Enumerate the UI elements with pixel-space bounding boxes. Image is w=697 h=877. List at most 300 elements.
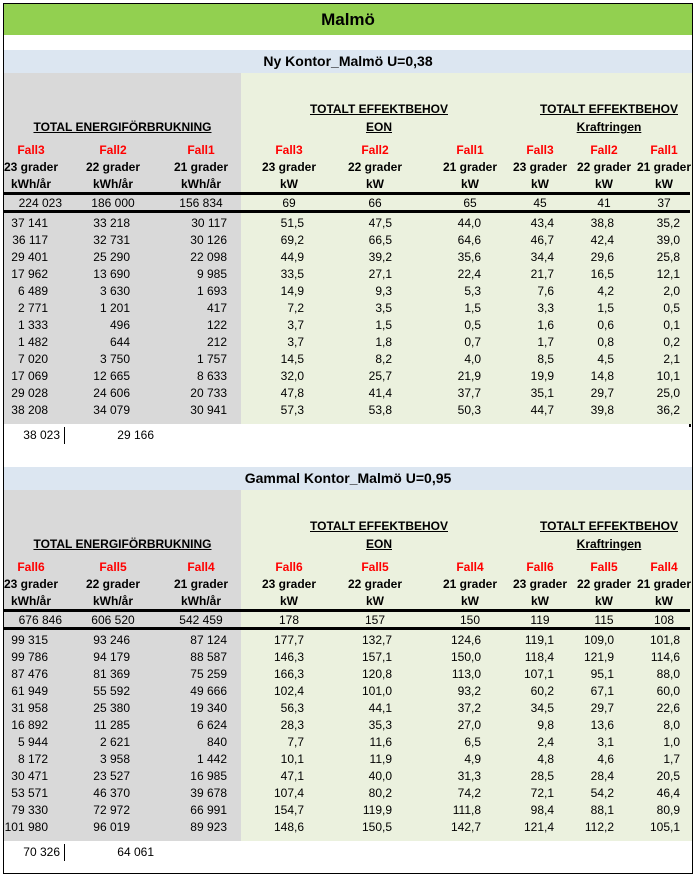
temperature-label: 22 grader: [347, 577, 403, 591]
table-cell: 2 621: [99, 735, 130, 749]
unit-label: kWh/år: [10, 594, 51, 608]
table-cell: 22,6: [656, 701, 680, 715]
case-label: Fall2: [99, 143, 127, 157]
table-cell: 17 069: [11, 369, 48, 383]
table-cell: 840: [206, 735, 227, 749]
table-cell: 99 315: [11, 633, 48, 647]
table-cell: 7 020: [17, 352, 48, 366]
case-label: Fall4: [650, 560, 678, 574]
unit-label: kW: [366, 177, 384, 191]
table-cell: 53,8: [368, 403, 392, 417]
table-cell: 8,5: [537, 352, 554, 366]
table-cell: 38,8: [590, 216, 614, 230]
table-cell: 107,1: [523, 667, 554, 681]
table-cell: 1,6: [537, 318, 554, 332]
totals-cell: 224 023: [18, 196, 62, 210]
table-cell: 11 285: [94, 718, 130, 732]
table-cell: 16 892: [11, 718, 48, 732]
table-cell: 7,7: [287, 735, 304, 749]
totals-cell: 66: [368, 196, 382, 210]
case-label: Fall1: [650, 143, 678, 157]
table-cell: 3 630: [99, 284, 130, 298]
table-cell: 60,0: [656, 684, 680, 698]
table-cell: 157,1: [361, 650, 392, 664]
table-cell: 20,5: [656, 769, 680, 783]
table-cell: 41,4: [368, 386, 392, 400]
table-cell: 31 958: [11, 701, 48, 715]
table-cell: 30 471: [11, 769, 48, 783]
table-cell: 148,6: [273, 820, 304, 834]
unit-label: kWh/år: [180, 177, 221, 191]
table-cell: 28,5: [530, 769, 554, 783]
temperature-label: 23 grader: [512, 577, 568, 591]
case-label: Fall3: [275, 143, 303, 157]
case-label: Fall2: [590, 143, 618, 157]
table-cell: 28,4: [590, 769, 614, 783]
table-cell: 14,8: [590, 369, 614, 383]
temperature-label: 21 grader: [636, 160, 692, 174]
table-cell: 25 380: [93, 701, 130, 715]
table-cell: 29,7: [590, 701, 614, 715]
table-cell: 6,5: [464, 735, 481, 749]
case-label: Fall5: [361, 560, 389, 574]
table-cell: 114,6: [650, 650, 680, 664]
table-cell: 25,8: [656, 250, 680, 264]
temperature-label: 23 grader: [512, 160, 568, 174]
table-cell: 93,2: [457, 684, 481, 698]
table-cell: 42,4: [590, 233, 614, 247]
table-cell: 7,2: [287, 301, 304, 315]
table-cell: 0,6: [597, 318, 614, 332]
totals-cell: 676 846: [18, 613, 62, 627]
page-title: Malmö: [4, 4, 692, 35]
table-cell: 35,3: [368, 718, 392, 732]
table-cell: 146,3: [273, 650, 304, 664]
group-header-effect-eon: TOTALT EFFEKTBEHOV: [310, 519, 448, 533]
table-cell: 5 944: [17, 735, 48, 749]
group-header-eon: EON: [365, 120, 392, 134]
totals-cell: 178: [278, 613, 300, 627]
table-cell: 0,1: [663, 318, 680, 332]
difference-value: 64 061: [117, 845, 154, 859]
table-cell: 55 592: [93, 684, 130, 698]
case-label: Fall3: [526, 143, 554, 157]
table-cell: 30 126: [190, 233, 227, 247]
table-cell: 102,4: [273, 684, 304, 698]
section-1: [4, 47, 692, 447]
totals-cell: 69: [282, 196, 296, 210]
table-cell: 28,3: [280, 718, 304, 732]
table-cell: 87 476: [11, 667, 48, 681]
case-label: Fall4: [187, 560, 215, 574]
table-cell: 1,8: [375, 335, 392, 349]
table-cell: 66 991: [190, 803, 227, 817]
totals-cell: 119: [530, 613, 550, 627]
table-cell: 46,4: [656, 786, 680, 800]
temperature-label: 22 grader: [85, 577, 141, 591]
table-cell: 35,2: [656, 216, 680, 230]
table-cell: 19 340: [190, 701, 227, 715]
table-cell: 0,7: [464, 335, 481, 349]
unit-label: kW: [280, 594, 298, 608]
table-cell: 0,5: [663, 301, 680, 315]
unit-label: kW: [655, 177, 673, 191]
unit-label: kW: [531, 594, 549, 608]
table-cell: 3 958: [99, 752, 130, 766]
totals-cell: 186 000: [91, 196, 135, 210]
table-cell: 72 972: [93, 803, 130, 817]
table-cell: 24 606: [93, 386, 130, 400]
table-cell: 80,9: [656, 803, 680, 817]
totals-cell: 157: [364, 613, 386, 627]
table-cell: 75 259: [190, 667, 227, 681]
table-cell: 9,8: [537, 718, 554, 732]
table-cell: 23 527: [93, 769, 130, 783]
table-cell: 39,8: [590, 403, 614, 417]
table-cell: 25 290: [93, 250, 130, 264]
case-label: Fall5: [590, 560, 618, 574]
table-cell: 1 333: [17, 318, 48, 332]
difference-value: 29 166: [117, 428, 154, 442]
table-cell: 109,0: [583, 633, 614, 647]
table-cell: 56,3: [280, 701, 304, 715]
table-cell: 44,7: [530, 403, 554, 417]
table-cell: 38 208: [11, 403, 48, 417]
table-cell: 1,5: [375, 318, 392, 332]
table-cell: 154,7: [273, 803, 304, 817]
unit-label: kW: [366, 594, 384, 608]
table-cell: 36 117: [12, 233, 48, 247]
table-cell: 2 771: [17, 301, 48, 315]
table-cell: 4,5: [597, 352, 614, 366]
table-cell: 4,2: [597, 284, 614, 298]
table-cell: 1,5: [597, 301, 614, 315]
table-cell: 44,1: [368, 701, 392, 715]
unit-label: kW: [461, 177, 479, 191]
table-cell: 46 370: [93, 786, 130, 800]
table-cell: 13 690: [93, 267, 130, 281]
table-cell: 16 985: [190, 769, 227, 783]
table-cell: 9 985: [196, 267, 227, 281]
table-cell: 8 172: [17, 752, 48, 766]
table-cell: 112,2: [584, 820, 614, 834]
group-header-effect-eon: TOTALT EFFEKTBEHOV: [310, 102, 448, 116]
table-cell: 1 693: [196, 284, 227, 298]
table-cell: 40,0: [368, 769, 392, 783]
table-cell: 37 141: [11, 216, 48, 230]
temperature-label: 21 grader: [173, 577, 229, 591]
table-cell: 9,3: [375, 284, 392, 298]
table-cell: 64,6: [457, 233, 481, 247]
group-header-effect-kraftringen: TOTALT EFFEKTBEHOV: [540, 102, 678, 116]
table-cell: 54,2: [590, 786, 614, 800]
table-cell: 4,8: [537, 752, 554, 766]
table-cell: 98,4: [530, 803, 554, 817]
totals-cell: 150: [459, 613, 481, 627]
table-cell: 61 949: [11, 684, 48, 698]
table-cell: 30 117: [191, 216, 227, 230]
case-label: Fall2: [361, 143, 389, 157]
totals-cell: 156 834: [179, 196, 223, 210]
difference-value: 70 326: [23, 845, 60, 859]
table-cell: 32 731: [93, 233, 130, 247]
table-cell: 37,2: [457, 701, 481, 715]
table-cell: 1 482: [17, 335, 48, 349]
table-cell: 39 678: [190, 786, 227, 800]
table-cell: 0,5: [464, 318, 481, 332]
table-cell: 88 587: [190, 650, 227, 664]
table-cell: 166,3: [273, 667, 304, 681]
table-cell: 44,0: [457, 216, 481, 230]
table-cell: 111,8: [452, 803, 481, 817]
table-cell: 19,9: [530, 369, 554, 383]
unit-label: kWh/år: [10, 177, 51, 191]
table-cell: 47,5: [368, 216, 392, 230]
group-header-kraftringen: Kraftringen: [576, 537, 642, 551]
table-cell: 2,1: [663, 352, 680, 366]
totals-cell: 606 520: [91, 613, 135, 627]
case-label: Fall3: [17, 143, 45, 157]
table-cell: 22 098: [190, 250, 227, 264]
table-cell: 4,9: [464, 752, 481, 766]
table-cell: 60,2: [530, 684, 554, 698]
table-cell: 88,1: [590, 803, 614, 817]
group-header-total-energy: TOTAL ENERGIFÖRBRUKNING: [33, 120, 212, 134]
table-cell: 14,5: [280, 352, 304, 366]
table-cell: 2,4: [537, 735, 554, 749]
unit-label: kWh/år: [92, 177, 133, 191]
table-cell: 11,9: [369, 752, 392, 766]
table-cell: 14,9: [280, 284, 304, 298]
totals-cell: 542 459: [179, 613, 223, 627]
temperature-label: 21 grader: [636, 577, 692, 591]
group-header-eon: EON: [365, 537, 392, 551]
table-cell: 39,2: [368, 250, 392, 264]
table-cell: 34,5: [530, 701, 554, 715]
table-cell: 30 941: [190, 403, 227, 417]
table-cell: 12 665: [93, 369, 130, 383]
table-cell: 47,8: [280, 386, 304, 400]
table-cell: 21,9: [457, 369, 481, 383]
table-cell: 33 218: [93, 216, 130, 230]
totals-cell: 37: [657, 196, 671, 210]
table-cell: 81 369: [93, 667, 130, 681]
table-cell: 4,0: [464, 352, 481, 366]
table-cell: 118,4: [524, 650, 554, 664]
cell-divider: [64, 427, 65, 444]
table-cell: 69,2: [280, 233, 304, 247]
table-cell: 12,1: [656, 267, 680, 281]
table-cell: 39,0: [656, 233, 680, 247]
unit-label: kWh/år: [180, 594, 221, 608]
table-cell: 74,2: [457, 786, 481, 800]
table-cell: 3,7: [287, 318, 304, 332]
table-cell: 121,9: [583, 650, 614, 664]
table-cell: 644: [109, 335, 130, 349]
table-cell: 88,0: [656, 667, 680, 681]
table-cell: 150,5: [361, 820, 392, 834]
temperature-label: 23 grader: [261, 577, 317, 591]
table-cell: 121,4: [523, 820, 554, 834]
totals-cell: 45: [533, 196, 547, 210]
temperature-label: 22 grader: [576, 577, 632, 591]
table-cell: 124,6: [450, 633, 481, 647]
table-cell: 11,6: [369, 735, 392, 749]
table-cell: 94 179: [93, 650, 130, 664]
table-cell: 177,7: [273, 633, 304, 647]
temperature-label: 23 grader: [3, 160, 59, 174]
table-cell: 0,2: [663, 335, 680, 349]
temperature-label: 22 grader: [576, 160, 632, 174]
table-cell: 1,0: [663, 735, 680, 749]
table-cell: 96 019: [93, 820, 130, 834]
group-header-kraftringen: Kraftringen: [576, 120, 642, 134]
table-cell: 29,7: [590, 386, 614, 400]
unit-label: kW: [280, 177, 298, 191]
table-cell: 35,6: [457, 250, 481, 264]
table-cell: 1 201: [99, 301, 130, 315]
table-cell: 1 757: [196, 352, 227, 366]
table-cell: 34,4: [530, 250, 554, 264]
table-cell: 20 733: [190, 386, 227, 400]
table-cell: 107,4: [273, 786, 304, 800]
section-2: [4, 464, 692, 864]
table-cell: 8,0: [663, 718, 680, 732]
case-label: Fall1: [456, 143, 484, 157]
table-cell: 31,3: [457, 769, 481, 783]
totals-cell: 108: [653, 613, 675, 627]
table-cell: 142,7: [450, 820, 481, 834]
temperature-label: 22 grader: [347, 160, 403, 174]
difference-value: 38 023: [23, 428, 60, 442]
unit-label: kW: [595, 177, 613, 191]
table-cell: 36,2: [656, 403, 680, 417]
table-cell: 50,3: [457, 403, 481, 417]
table-cell: 119,1: [524, 633, 554, 647]
table-cell: 33,5: [280, 267, 304, 281]
table-cell: 99 786: [11, 650, 48, 664]
temperature-label: 23 grader: [3, 577, 59, 591]
table-cell: 51,5: [280, 216, 304, 230]
table-cell: 8,2: [375, 352, 392, 366]
table-cell: 101,8: [649, 633, 680, 647]
table-cell: 47,1: [280, 769, 304, 783]
table-cell: 29,6: [590, 250, 614, 264]
table-cell: 29 401: [11, 250, 48, 264]
table-cell: 16,5: [590, 267, 614, 281]
unit-label: kW: [655, 594, 673, 608]
table-cell: 417: [206, 301, 227, 315]
unit-label: kW: [461, 594, 479, 608]
temperature-label: 21 grader: [442, 577, 498, 591]
case-label: Fall6: [17, 560, 45, 574]
table-cell: 4,6: [597, 752, 614, 766]
table-cell: 37,7: [457, 386, 481, 400]
table-cell: 101,0: [361, 684, 392, 698]
table-cell: 79 330: [11, 803, 48, 817]
table-cell: 3,3: [537, 301, 554, 315]
case-label: Fall1: [187, 143, 215, 157]
table-cell: 25,7: [368, 369, 392, 383]
case-label: Fall6: [526, 560, 554, 574]
table-cell: 3,1: [597, 735, 614, 749]
table-cell: 32,0: [280, 369, 304, 383]
table-cell: 95,1: [590, 667, 614, 681]
case-label: Fall5: [99, 560, 127, 574]
table-cell: 72,1: [530, 786, 554, 800]
group-header-total-energy: TOTAL ENERGIFÖRBRUKNING: [33, 537, 212, 551]
table-cell: 5,3: [464, 284, 481, 298]
table-cell: 87 124: [190, 633, 227, 647]
table-cell: 7,6: [537, 284, 554, 298]
table-cell: 46,7: [530, 233, 554, 247]
table-cell: 1,7: [663, 752, 680, 766]
cell-divider: [64, 844, 65, 861]
table-cell: 25,0: [656, 386, 680, 400]
table-cell: 8 633: [196, 369, 227, 383]
table-cell: 150,0: [450, 650, 481, 664]
table-cell: 119,9: [362, 803, 392, 817]
table-cell: 6 489: [17, 284, 48, 298]
table-cell: 22,4: [457, 267, 481, 281]
temperature-label: 23 grader: [261, 160, 317, 174]
table-cell: 27,0: [457, 718, 481, 732]
table-cell: 43,4: [530, 216, 554, 230]
unit-label: kW: [595, 594, 613, 608]
table-cell: 3 750: [99, 352, 130, 366]
table-cell: 3,5: [375, 301, 392, 315]
table-cell: 44,9: [280, 250, 304, 264]
group-header-effect-kraftringen: TOTALT EFFEKTBEHOV: [540, 519, 678, 533]
table-cell: 101 980: [4, 820, 48, 834]
table-cell: 66,5: [368, 233, 392, 247]
totals-cell: 115: [594, 613, 614, 627]
table-cell: 13,6: [590, 718, 614, 732]
table-cell: 10,1: [656, 369, 680, 383]
case-label: Fall6: [275, 560, 303, 574]
table-cell: 89 923: [190, 820, 227, 834]
table-cell: 29 028: [11, 386, 48, 400]
unit-label: kW: [531, 177, 549, 191]
table-cell: 93 246: [93, 633, 130, 647]
table-cell: 10,1: [280, 752, 304, 766]
table-cell: 17 962: [11, 267, 48, 281]
table-cell: 2,0: [663, 284, 680, 298]
table-cell: 122: [206, 318, 227, 332]
table-cell: 496: [109, 318, 130, 332]
table-cell: 105,1: [649, 820, 680, 834]
table-cell: 132,7: [361, 633, 392, 647]
table-cell: 35,1: [530, 386, 554, 400]
case-label: Fall4: [456, 560, 484, 574]
table-cell: 1,5: [464, 301, 481, 315]
table-cell: 34 079: [93, 403, 130, 417]
table-cell: 49 666: [190, 684, 227, 698]
table-cell: 21,7: [530, 267, 554, 281]
table-cell: 1 442: [196, 752, 227, 766]
table-cell: 67,1: [590, 684, 614, 698]
table-cell: 1,7: [537, 335, 554, 349]
table-cell: 27,1: [368, 267, 392, 281]
table-cell: 212: [206, 335, 227, 349]
section-title: Ny Kontor_Malmö U=0,38: [4, 50, 692, 73]
table-cell: 0,8: [597, 335, 614, 349]
table-cell: 120,8: [361, 667, 392, 681]
table-cell: 53 571: [11, 786, 48, 800]
unit-label: kWh/år: [92, 594, 133, 608]
table-cell: 57,3: [280, 403, 304, 417]
totals-cell: 65: [463, 196, 477, 210]
